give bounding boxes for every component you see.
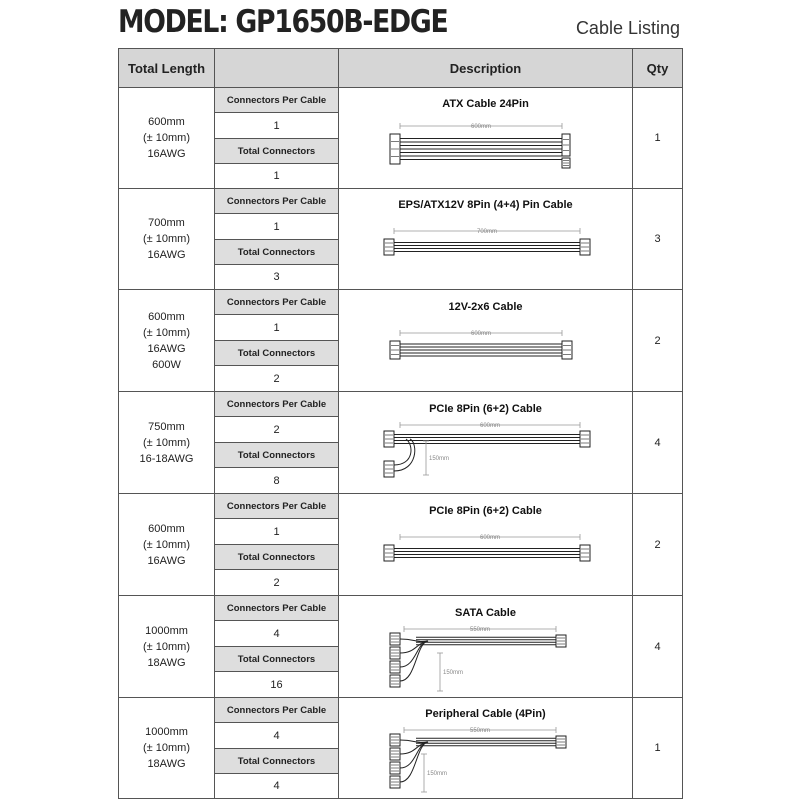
- total-length-cell: [119, 290, 215, 392]
- cable-table: [118, 48, 683, 799]
- pcie-connector-left-1: [384, 431, 394, 447]
- total-connectors-label: Total Connectors: [215, 443, 339, 468]
- sata-connector-1: [390, 633, 400, 645]
- total-connectors-value: 8: [215, 468, 339, 494]
- total-connectors-label: Total Connectors: [215, 341, 339, 366]
- qty-cell: 2: [633, 290, 683, 392]
- connectors-per-cable-label: Connectors Per Cable: [215, 596, 339, 621]
- table-row: [119, 494, 683, 519]
- pcie5-connector-right: [562, 341, 572, 359]
- description-cell: [339, 189, 633, 290]
- table-row: [119, 88, 683, 113]
- connectors-per-cable-value: 1: [215, 214, 339, 240]
- length-spec-line: 16AWG: [147, 342, 186, 355]
- molex-connector-3: [390, 762, 400, 774]
- total-connectors-value: 2: [215, 366, 339, 392]
- connectors-per-cable-label: Connectors Per Cable: [215, 88, 339, 113]
- length-spec-line: (± 10mm): [143, 326, 190, 339]
- cable-diagram: [376, 317, 596, 387]
- connectors-per-cable-label: Connectors Per Cable: [215, 290, 339, 315]
- dimension-label: 700mm: [476, 229, 497, 235]
- atx-connector-right-aux: [562, 158, 570, 168]
- dimension-label: 150mm: [426, 771, 447, 777]
- description-cell: [339, 290, 633, 392]
- atx-connector-right-main: [562, 134, 570, 156]
- dimension-label: 600mm: [479, 422, 500, 429]
- total-connectors-label: Total Connectors: [215, 647, 339, 672]
- dimension-label: 550mm: [469, 728, 490, 734]
- length-spec-line: 600mm: [148, 116, 185, 128]
- length-spec-line: 750mm: [148, 420, 185, 433]
- atx-cable-bundle: [400, 139, 562, 160]
- length-spec-line: 16-18AWG: [139, 452, 194, 465]
- total-connectors-value: 1: [215, 164, 339, 189]
- dimension-label: 600mm: [470, 330, 491, 337]
- molex-psu-connector: [556, 736, 566, 748]
- molex-cable-bundle: [416, 738, 556, 746]
- connectors-per-cable-value: 1: [215, 113, 339, 139]
- model-title: MODEL: GP1650B-EDGE: [118, 4, 448, 40]
- table-header-row: [119, 49, 683, 88]
- cable-diagram: [376, 215, 596, 285]
- qty-cell: 2: [633, 494, 683, 596]
- length-spec-line: 600W: [152, 358, 181, 371]
- pcie-connector-right: [580, 431, 590, 447]
- description-cell: [339, 88, 633, 189]
- table-row: [119, 698, 683, 723]
- qty-cell: 4: [633, 596, 683, 698]
- cable-title: SATA Cable: [455, 606, 516, 619]
- total-connectors-label: Total Connectors: [215, 139, 339, 164]
- connectors-per-cable-value: 4: [215, 723, 339, 749]
- cable-title: ATX Cable 24Pin: [442, 98, 529, 110]
- sata-connector-4: [390, 675, 400, 687]
- length-spec-line: (± 10mm): [143, 538, 190, 551]
- header-total-length: Total Length: [119, 49, 215, 88]
- total-length-cell: [119, 494, 215, 596]
- description-cell: [339, 698, 633, 799]
- total-connectors-value: 16: [215, 672, 339, 698]
- cable-diagram: [376, 724, 596, 794]
- length-spec-line: 16AWG: [147, 554, 186, 567]
- pcie-connector-left-2: [384, 461, 394, 477]
- total-connectors-value: 2: [215, 570, 339, 596]
- table-body: [119, 88, 683, 799]
- total-connectors-value: 3: [215, 265, 339, 290]
- qty-cell: 1: [633, 88, 683, 189]
- length-spec-line: 600mm: [148, 522, 185, 535]
- sata-cable-bundle: [416, 637, 556, 645]
- length-spec-line: 16AWG: [147, 148, 186, 160]
- cable-title: PCIe 8Pin (6+2) Cable: [429, 402, 542, 415]
- connectors-per-cable-value: 1: [215, 519, 339, 545]
- table-row: [119, 189, 683, 214]
- length-spec-line: 700mm: [148, 217, 185, 229]
- table-row: [119, 392, 683, 417]
- eps-cable-bundle: [394, 243, 580, 252]
- connectors-per-cable-label: Connectors Per Cable: [215, 189, 339, 214]
- pcie-single-connector-left: [384, 545, 394, 561]
- cable-diagram: [376, 419, 596, 489]
- length-spec-line: (± 10mm): [143, 436, 190, 449]
- qty-cell: 4: [633, 392, 683, 494]
- connectors-per-cable-value: 2: [215, 417, 339, 443]
- pcie-cable-bundle: [394, 434, 580, 443]
- cable-diagram: [376, 623, 596, 693]
- cable-diagram: [376, 521, 596, 591]
- total-length-cell: [119, 189, 215, 290]
- dimension-label: 150mm: [428, 455, 449, 462]
- total-length-cell: [119, 88, 215, 189]
- length-spec-line: 1000mm: [145, 726, 188, 738]
- length-spec-line: (± 10mm): [143, 233, 190, 245]
- dimension-label: 600mm: [479, 534, 500, 541]
- pcie-single-cable-bundle: [394, 548, 580, 557]
- molex-connector-4: [390, 776, 400, 788]
- cable-title: 12V-2x6 Cable: [448, 300, 523, 313]
- description-cell: [339, 494, 633, 596]
- molex-connector-1: [390, 734, 400, 746]
- length-spec-line: 18AWG: [147, 758, 186, 770]
- table-row: [119, 290, 683, 315]
- total-connectors-label: Total Connectors: [215, 545, 339, 570]
- connectors-per-cable-label: Connectors Per Cable: [215, 698, 339, 723]
- eps-connector-right: [580, 239, 590, 255]
- total-length-cell: [119, 698, 215, 799]
- length-spec-line: 1000mm: [145, 624, 188, 637]
- qty-cell: 3: [633, 189, 683, 290]
- header-description: Description: [339, 49, 633, 88]
- dimension-label: 550mm: [469, 626, 490, 633]
- eps-connector-left: [384, 239, 394, 255]
- header-connectors: [215, 49, 339, 88]
- total-length-cell: [119, 596, 215, 698]
- connectors-per-cable-label: Connectors Per Cable: [215, 494, 339, 519]
- dimension-label: 150mm: [442, 669, 463, 676]
- description-cell: [339, 596, 633, 698]
- description-cell: [339, 392, 633, 494]
- sata-psu-connector: [556, 635, 566, 647]
- cable-listing-label: Cable Listing: [575, 18, 680, 38]
- total-connectors-value: 4: [215, 774, 339, 799]
- length-spec-line: 600mm: [148, 310, 185, 323]
- cable-title: Peripheral Cable (4Pin): [425, 708, 546, 720]
- total-length-cell: [119, 392, 215, 494]
- cable-title: EPS/ATX12V 8Pin (4+4) Pin Cable: [398, 199, 573, 211]
- length-spec-line: 16AWG: [147, 249, 186, 261]
- molex-connector-2: [390, 748, 400, 760]
- pcie5-cable-bundle: [400, 344, 562, 356]
- length-spec-line: (± 10mm): [143, 742, 190, 754]
- atx-connector-left: [390, 134, 400, 164]
- table-row: [119, 596, 683, 621]
- cable-title: PCIe 8Pin (6+2) Cable: [429, 504, 542, 517]
- header-qty: Qty: [633, 49, 683, 88]
- qty-cell: 1: [633, 698, 683, 799]
- connectors-per-cable-value: 4: [215, 621, 339, 647]
- sata-connector-2: [390, 647, 400, 659]
- pcie-branch-cable: [394, 439, 411, 465]
- length-spec-line: (± 10mm): [143, 132, 190, 144]
- connectors-per-cable-label: Connectors Per Cable: [215, 392, 339, 417]
- pcie-single-connector-right: [580, 545, 590, 561]
- sata-connector-3: [390, 661, 400, 673]
- pcie5-connector-left: [390, 341, 400, 359]
- connectors-per-cable-value: 1: [215, 315, 339, 341]
- length-spec-line: (± 10mm): [143, 640, 190, 653]
- total-connectors-label: Total Connectors: [215, 240, 339, 265]
- total-connectors-label: Total Connectors: [215, 749, 339, 774]
- length-spec-line: 18AWG: [147, 656, 186, 669]
- cable-diagram: [376, 114, 596, 184]
- dimension-label: 600mm: [470, 124, 491, 130]
